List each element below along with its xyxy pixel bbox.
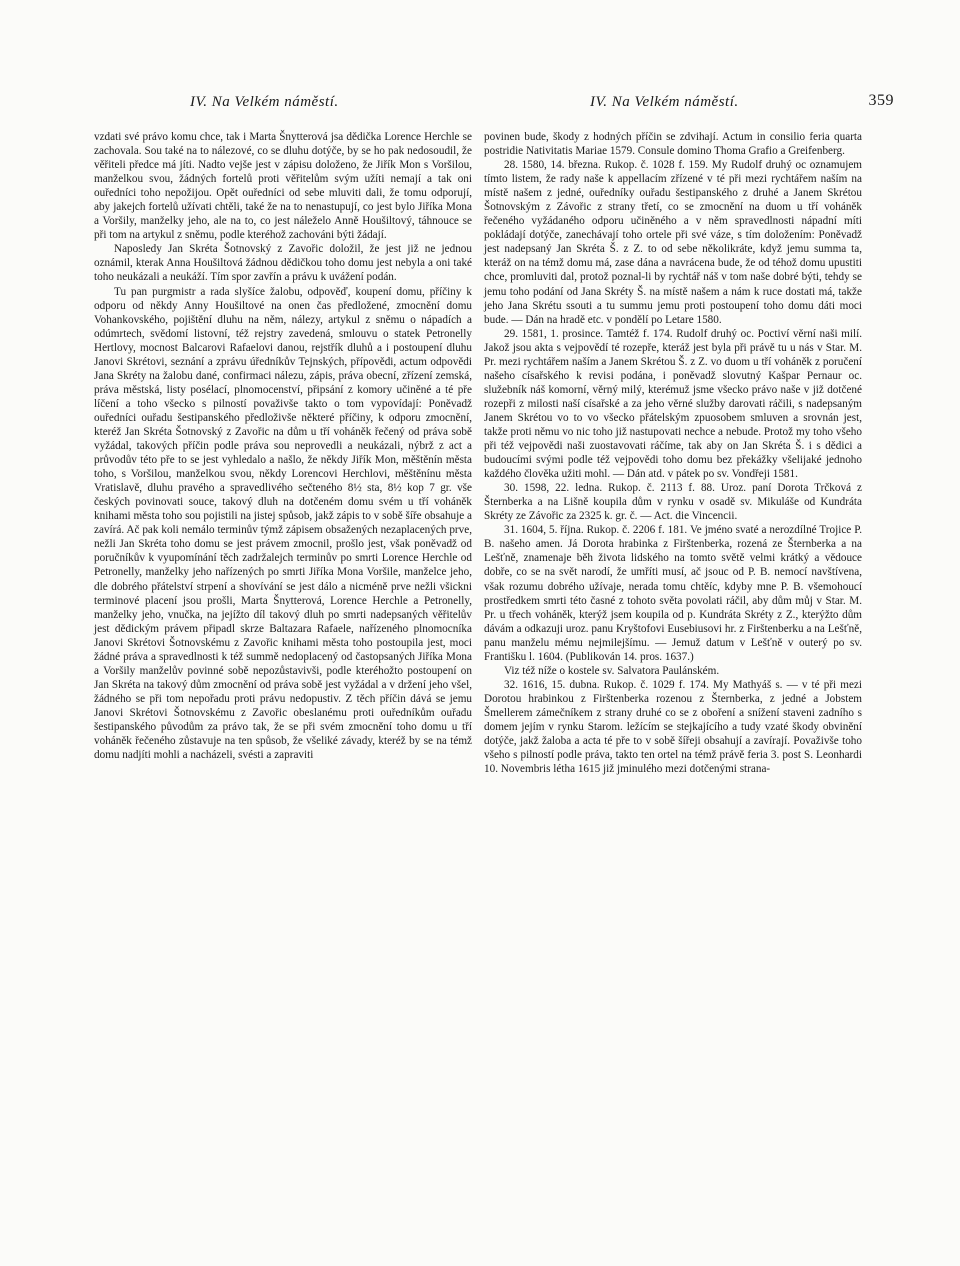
running-head-right: IV. Na Velkém náměstí. bbox=[590, 94, 739, 110]
running-header bbox=[94, 94, 894, 116]
paragraph: Tu pan purgmistr a rada slyšíce žalobu, odpověď, koupení domu, příčiny k odporu od někdy Anny Houšiltové na onen čas předložené, zmocnění domu Vohankovského, pojištění dluhu na něm, nálezy, artykul z sněmu o nápadích a odúmrtech, svědomí listovní, též rejstry zavedená, smlouvu o statek Petronelly Hertlovy, mocnost Balcarovi Rafaelovi danou, rejstřík dluhů a i postoupení dluhu Janovi Skrétovi, seznání a zprávu úředníkův Tejnských, přípovědi, actum odpovědi Jana Skréty na žalobu dané, confirmaci nálezu, zápis, práva obecní, zřízení zemská, práva městská, listy posélací, plnomocenství, připsání z komory učiněné a té pře líčení a toho všecko s pilností považivše takto o tom vypovídají: Poněvadž ouředníci ouřadu šestipanského předloživše některé příčiny, k odporu zmocnění, kteréž Jan Skréta Šotnovský z Zavořic na dům u tří voháněk řečený od práva sobě vyžádal, takových příčin podle práva sou neprovedli a neukázali, nýbrž z act a průvodův této pře to se jest vyhledalo a našlo, že někdy Jiřík Mon, měštěnín města toho, s Voršilou, manželkou svou, někdy Lorencovi Herchlovi, měštěnínu města Vratislavě, dluhu pravého a spravedlivého sečteného 8½ sta, 8½ kop 7 gr. vše českých povinovati souce, takový dluh na dotčeném domu svém u tří voháněk knihami města toho sou pojistili na jistej spůsob, jakž zápis to v sobě šíře obsahuje a zavírá. Ač pak koli nemálo terminův týmž zápisem obsažených nezaplacených prve, nežli Jan Skréta toho domu se jest právem zmocnil, prošlo jest, však poněvadž od poručníkův k vyupomínání těch zadržalejch terminův po smrti Lorence Herchle od Petronelly, manželky jeho nařízených po smrti Jiříka Mona Voršile, manželce jeho, dle dobrého přátelství strpení a shovívání se jest dálo a nicméně prve nežli všickni terminové placení jsou prošli, Marta Šnytterová, Lorence Herchle a Petronelly, manželky jeho, vnučka, na jejížto díl takový dluh po smrti nadepsaných věřitelův jest dědickým právem připadl skrze Baltazara Rafaele, nařízeného plnomocníka Janovi Skrétovi Šotnovskému z Zavořic knihami města toho postoupila jest, moci žádné práva a spravedlnosti k též summě nedoplacený od častopsaných Jiříka Mona a Voršily manželův povinné sobě nepozůstavivši, podle kteréhožto postoupení on Jan Skréta na takový dům zmocnění od práva sobě jest vyžádal a v držení jeho všel, žádného se při tom nepořadu proti právu nedopustiv. Z těch příčin dává se jemu Janovi Skrétovi Šotnovskému z Zavořic obeslanému proti ouředníkům ouřadu šestipanského původům za právo tak, že se při svém zmocnění toho domu u tří voháněk řečeného zůstavuje na ten spůsob, že všeliké závady, kteréž by se na témž domu nadjíti mohli a nacházeli, svésti a zapraviti bbox=[94, 285, 472, 762]
left-column bbox=[94, 130, 472, 762]
paragraph: Naposledy Jan Skréta Šotnovský z Zavořic doložil, že jest již ne jednou oznámil, kterak Anna Houšiltová žádnou dědičkou toho domu jest nebyla a oni také toho neukázali a neukáží. Tím spor zavřín a právu k uvážení podán. bbox=[94, 243, 472, 284]
paragraph: 32. 1616, 15. dubna. Rukop. č. 1029 f. 174. My Mathyáš s. — v té při mezi Dorotou hrabinkou z Firštenberka rozenou z Šternberka, z jedné a Jobstem Šmellerem zámečníkem z strany druhé co se z oboření a snížení staveni zadního s domem jejím v rynku Starom. ležícím se stejkajícího a tudy vzaté škody obvinění dotýče, jakž žaloba a acta té pře to v sobě šířeji obsahují a zavírají. Považivše toho všeho s pilností podle práva, takto ten ortel na témž právě feria 3. post S. Leonhardi 10. Novembris létha 1615 již jminulého mezi dotčenými strana- bbox=[484, 678, 862, 776]
paragraph: 28. 1580, 14. března. Rukop. č. 1028 f. 159. My Rudolf druhý oc oznamujem tímto listem, že rady naše k appellacím zřízené v té při mezi rychtářem naším na místě našem z jedné, ouředníky ouřadu šestipanského z druhé a Janem Skrétou Šotnovským z Závořic z strany třetí, co se zmocnění na duom u tří voháněk řečeného vyžádaného odporu učiněného a v něm spravedlnosti nápadní míti pokládají dotýče, zanechávají toho ortele při své váze, s tím doložením: Poněvadž jest nadepsaný Jan Skréta Š. z Z. to od sebe několikráte, když jemu summa ta, kteráž on na témž domu má, zase dána a navrácena bude, že od téhož domu upustiti chce, promluviti dal, protož poznal-li by rychtář náš v tom naše dobré býti, tehdy se jemu toho podání od Jana Skréty Š. na místě našem a nám k ruce dostati má, takže jeho Jana Skrétu ssouti a tu summu jemu proti postoupení toho domu dáti moci bude. — Dán na hradě etc. v pondělí po Letare 1580. bbox=[484, 159, 862, 326]
paragraph: Viz též níže o kostele sv. Salvatora Paulánském. bbox=[504, 664, 720, 677]
paragraph: 30. 1598, 22. ledna. Rukop. č. 2113 f. 88. Uroz. paní Dorota Trčková z Šternberka a na Lišně koupila dům v rynku v osadě sv. Mikuláše od Kundráta Skréty ze Závořic za 2325 k. gr. č. — Act. die Vincencii. bbox=[484, 482, 862, 523]
right-column bbox=[484, 130, 862, 776]
paragraph: 31. 1604, 5. října. Rukop. č. 2206 f. 181. Ve jméno svaté a nerozdílné Trojice P. B. našeho amen. Já Dorota hrabinka z Firštenberka, rozená ze Šternberka a na Lešťně, znamenaje běh života lidského na tomto světě velmi krátký a vědouce dobře, co se na svět narodí, že umříti musí, ač jsouc od P. B. nemocí navštívena, však rozumu dobrého užívaje, nerada tomu chtěíc, kdyby mne P. B. všemohoucí prostředkem smrti této časné z tohoto světa povolati ráčil, aby dům můj v Star. M. Pr. u třech voháněk, kterýž jsem koupila od p. Kundráta Skréty z Z., kterýžto dům dávám a odkazuji uroz. panu Kryštofovi Eusebiusovi hr. z Firštenberku a na Lešťně, panu manželu mému nejmilejšímu. — Jemuž datum v Lešťně v outerý po sv. Františku l. 1604. (Publikován 14. pros. 1637.) bbox=[484, 524, 862, 663]
paragraph: 29. 1581, 1. prosince. Tamtéž f. 174. Rudolf druhý oc. Poctiví věrní naši milí. Jakož jsou akta s vejpovědí té rozepře, kteráž jest byla při právě tu u nás v Star. M. Pr. mezi rychtářem naším a Janem Skrétou Š. z Z. vo duom u tří voháněk z poručení našeho císařského k revisi podána, i poněvadž slovutný Kašpar Pernaur oc. služebník náš komorní, věrný milý, kterémuž jsme všecko právo naše v již dotčené rozepři z milosti naší císařské a za jeho věrné služby darovati ráčili, s nadepsaným Janem Skrétou vo to vo všecko přátelským zpuosobem smluven a srovnán jest, takže proti němu vo nic toho již nastupovati nechce a nebude. Protož my toho všeho při též vejpovědi naši zuostavovati ráčíme, tak aby on Jan Skréta Š. i s dědici a budoucími svými podle též vejpovědi toho domu bez překážky všelijaké jednoho každého člověka užiti mohl. — Dán atd. v pátek po sv. Vondřeji 1581. bbox=[484, 327, 862, 481]
paragraph: povinen bude, škody z hodných příčin se zdvihají. Actum in consilio feria quarta postridie Nativitatis Mariae 1579. Consule domino Thoma Grafio a Greifenberg. bbox=[484, 131, 862, 158]
running-head-left: IV. Na Velkém náměstí. bbox=[190, 94, 339, 110]
page-number: 359 bbox=[868, 92, 894, 109]
paragraph: vzdati své právo komu chce, tak i Marta Šnytterová jsa dědička Lorence Herchle se zachovala. Sou také na to nálezové, co se dluhu dotýče, by se ho pak nedosoudil, že věřiteli předce má jíti. Nadto vejše jest v zápisu doloženo, že Jiřík Mon s Voršilou, manželkou svou, žádných fortelů proti věřitelům svým užíti nemají a tak oni ouředníci toho nepožijou. Opět ouředníci od sebe mluviti dali, že tomu odporují, aby jakejch fortelů užívati chtěli, také že na to nenastupují, co jest bylo Jiříka Mona a Voršily, manželky jeho, ale na to, co jest náleželo Anně Houšiltový, táhnouce se při tom na artykul z sněmu, podle kteréhož zachováni býti žádají. bbox=[94, 131, 472, 242]
